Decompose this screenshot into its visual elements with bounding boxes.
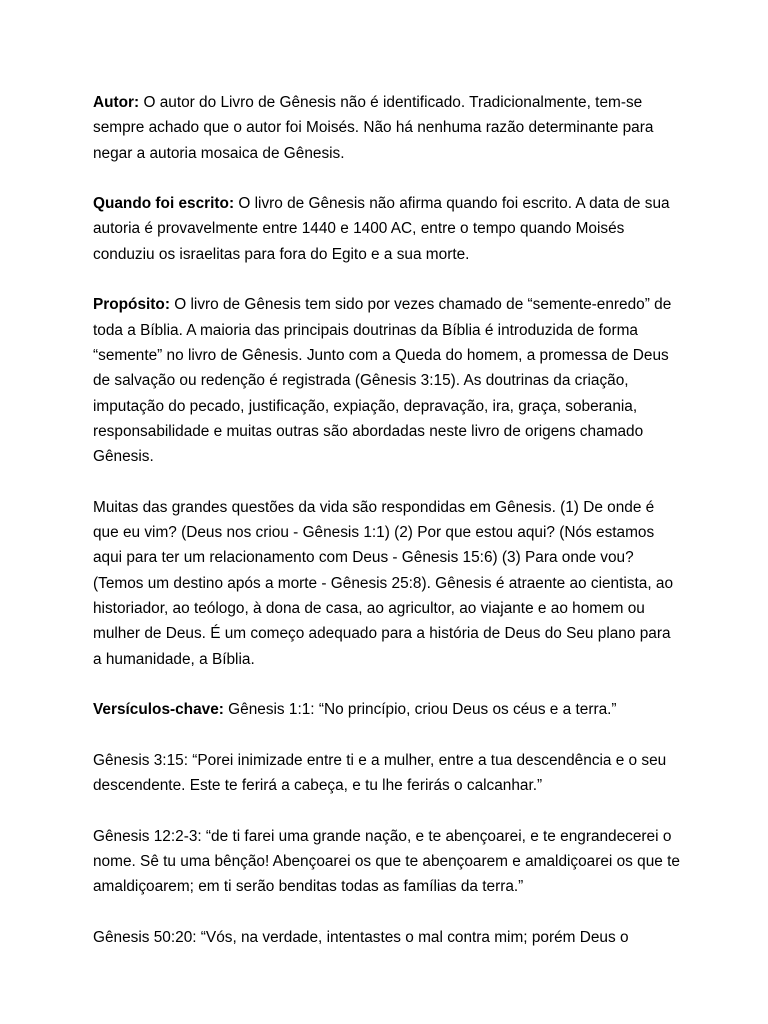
verse-50-20-text: Gênesis 50:20: “Vós, na verdade, intentastes o mal contra mim; porém Deus o [93,928,629,946]
verse-3-15-paragraph [93,748,680,799]
key-verses-label: Versículos-chave: [93,701,224,719]
written-label: Quando foi escrito: [93,195,235,213]
verse-12-2-3-paragraph [93,824,680,900]
written-paragraph [93,191,680,267]
purpose-text: O livro de Gênesis tem sido por vezes chamado de “semente-enredo” de toda a Bíblia. A maioria das principais doutrinas da Bíblia é introduzida de forma “semente” no livro de Gênesis. Junto com a Queda do homem, a promessa de Deus de salvação ou redenção é registrada (Gênesis 3:15). As doutrinas da criação, imputação do pecado, justificação, expiação, depravação, ira, graça, soberania, responsabilidade e muitas outras são abordadas neste livro de origens chamado Gênesis. [93,296,672,466]
verse-3-15-text: Gênesis 3:15: “Porei inimizade entre ti e a mulher, entre a tua descendência e o seu descendente. Este te ferirá a cabeça, e tu lhe ferirás o calcanhar.” [93,751,667,795]
verse-50-20-paragraph [93,925,680,950]
written-text: O livro de Gênesis não afirma quando foi escrito. A data de sua autoria é provavelmente entre 1440 e 1400 AC, entre o tempo quando Moisés conduziu os israelitas para fora do Egito e a sua morte. [93,195,670,263]
author-label: Autor: [93,94,140,111]
key-verses-paragraph [93,697,680,722]
purpose-label: Propósito: [93,296,170,314]
purpose-paragraph [93,292,680,469]
author-text: O autor do Livro de Gênesis não é identificado. Tradicionalmente, tem-se sempre achado que o autor foi Moisés. Não há nenhuma razão determinante para negar a autoria mosaica de Gênesis. [93,94,654,162]
key-verses-text: Gênesis 1:1: “No princípio, criou Deus os céus e a terra.” [223,701,617,719]
verse-12-2-3-text: Gênesis 12:2-3: “de ti farei uma grande nação, e te abençoarei, e te engrandecerei o nome. Sê tu uma bênção! Abençoarei os que te abençoarem e amaldiçoarei os que te amaldiçoarem; em ti serão benditas todas as famílias da terra.” [93,827,680,896]
author-paragraph [93,90,680,166]
questions-paragraph [93,495,680,672]
questions-text: Muitas das grandes questões da vida são respondidas em Gênesis. (1) De onde é que eu vim? (Deus nos criou - Gênesis 1:1) (2) Por que estou aqui? (Nós estamos aqui para ter um relacionamento com Deus - Gênesis 15:6) (3) Para onde vou? (Temos um destino após a morte - Gênesis 25:8). Gênesis é atraente ao cientista, ao historiador, ao teólogo, à dona de casa, ao agricultor, ao viajante e ao homem ou mulher de Deus. É um começo adequado para a história de Deus do Seu plano para a humanidade, a Bíblia. [93,498,674,668]
